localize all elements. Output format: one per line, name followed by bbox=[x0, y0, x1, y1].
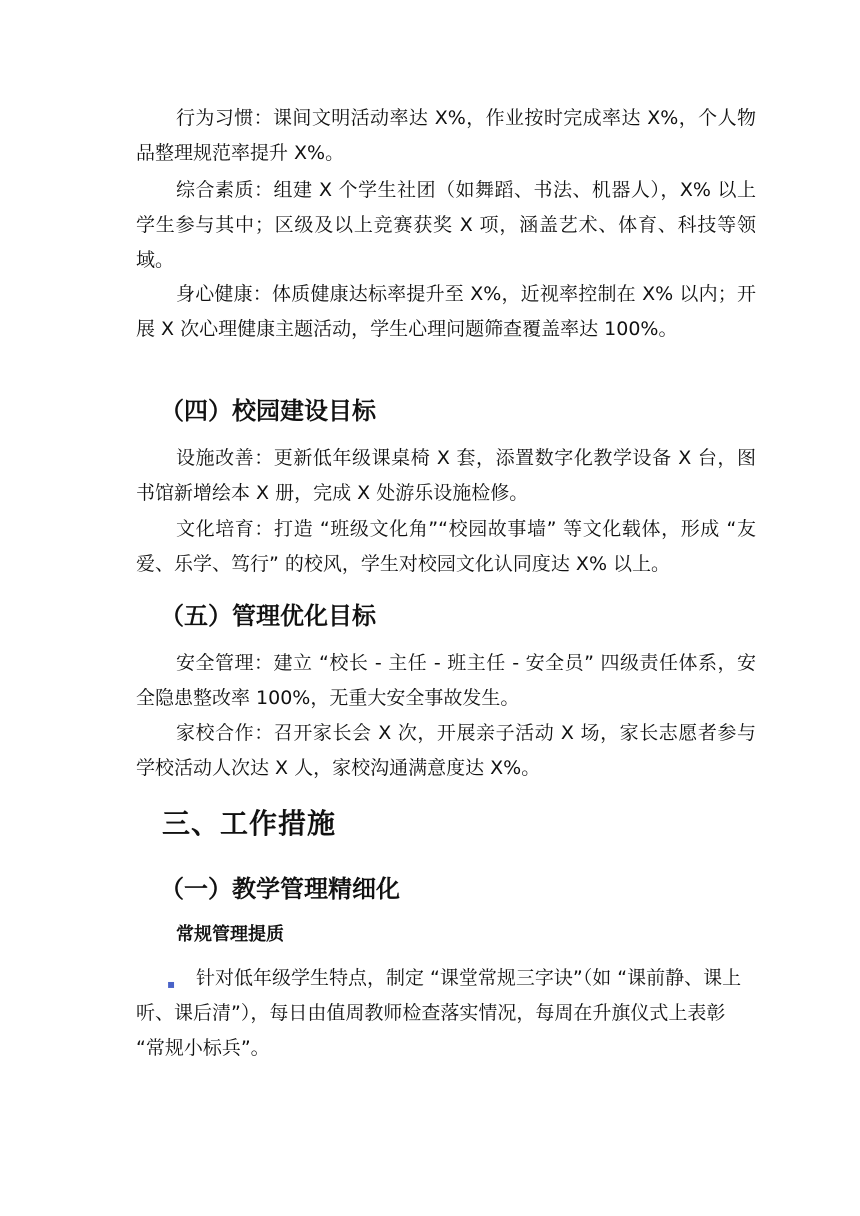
bullet-icon: ▪ bbox=[167, 977, 176, 991]
heading-campus-construction-goals: （四）校园建设目标 bbox=[160, 397, 376, 425]
heading-routine-management: 常规管理提质 bbox=[176, 924, 284, 945]
heading-teaching-management-refinement: （一）教学管理精细化 bbox=[160, 875, 400, 903]
paragraph-physical-mental-health: 身心健康：体质健康达标率提升至 X%，近视率控制在 X% 以内；开展 X 次心理健康主题活动，学生心理问题筛查覆盖率达 100%。 bbox=[136, 283, 756, 340]
heading-management-optimization-goals: （五）管理优化目标 bbox=[160, 602, 376, 630]
paragraph-behavior-habits: 行为习惯：课间文明活动率达 X%，作业按时完成率达 X%，个人物品整理规范率提升 X%。 bbox=[136, 107, 756, 164]
paragraph-classroom-routine: 针对低年级学生特点，制定 “课堂常规三字诀”（如 “课前静、课上听、课后清”），每日由值周教师检查落实情况，每周在升旗仪式上表彰 “常规小标兵”。 bbox=[136, 967, 742, 1059]
paragraph-safety-management: 安全管理：建立 “校长 - 主任 - 班主任 - 安全员” 四级责任体系，安全隐患整改率 100%，无重大安全事故发生。 bbox=[136, 652, 756, 709]
paragraph-home-school-cooperation: 家校合作：召开家长会 X 次，开展亲子活动 X 场，家长志愿者参与学校活动人次达 X 人，家校沟通满意度达 X%。 bbox=[136, 722, 756, 779]
paragraph-culture-cultivation: 文化培育：打造 “班级文化角”“校园故事墙” 等文化载体，形成 “友爱、乐学、笃行” 的校风，学生对校园文化认同度达 X% 以上。 bbox=[136, 518, 756, 575]
paragraph-comprehensive-quality: 综合素质：组建 X 个学生社团（如舞蹈、书法、机器人），X% 以上学生参与其中；区级及以上竞赛获奖 X 项，涵盖艺术、体育、科技等领域。 bbox=[136, 179, 756, 271]
paragraph-facility-improvement: 设施改善：更新低年级课桌椅 X 套，添置数字化教学设备 X 台，图书馆新增绘本 X 册，完成 X 处游乐设施检修。 bbox=[136, 447, 756, 504]
heading-section-work-measures: 三、工作措施 bbox=[162, 807, 337, 840]
